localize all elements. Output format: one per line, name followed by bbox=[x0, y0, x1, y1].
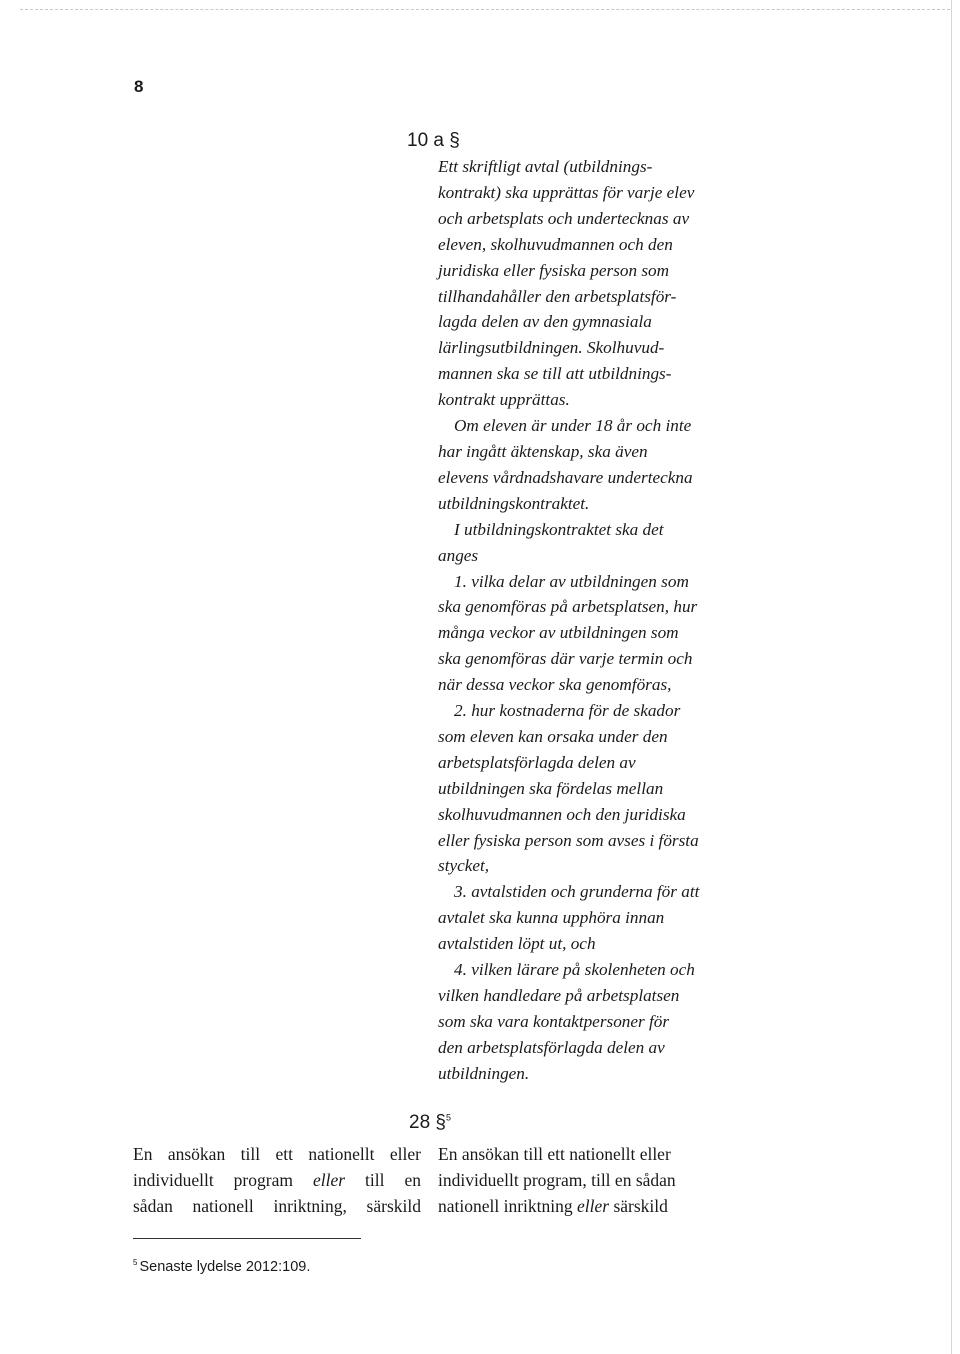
text-fragment: till en bbox=[345, 1170, 421, 1190]
section-10a-heading: 10 a § bbox=[407, 130, 460, 151]
footnote-reference: 5 bbox=[445, 1112, 451, 1123]
text-line: 2. hur kostnaderna för de skador bbox=[454, 701, 681, 721]
text-line: den arbetsplatsförlagda delen av bbox=[438, 1037, 665, 1057]
text-fragment: individuellt program bbox=[133, 1170, 313, 1190]
text-line: utbildningen ska fördelas mellan bbox=[438, 778, 664, 798]
text-line: Ett skriftligt avtal (utbildnings- bbox=[438, 157, 653, 176]
text-line: 4. vilken lärare på skolenheten och bbox=[454, 960, 695, 980]
section-10a-body bbox=[438, 154, 738, 1087]
text-line: när dessa veckor ska genomföras, bbox=[438, 675, 672, 695]
text-line: En ansökan till ett nationellt eller bbox=[133, 1144, 421, 1164]
scan-top-edge bbox=[20, 9, 950, 10]
text-line: sådan nationell inriktning, särskild bbox=[133, 1196, 421, 1216]
text-line: skolhuvudmannen och den juridiska bbox=[438, 804, 686, 824]
text-line: lagda delen av den gymnasiala bbox=[438, 312, 652, 332]
text-line: som ska vara kontaktpersoner för bbox=[438, 1011, 670, 1031]
text-line: som eleven kan orsaka under den bbox=[438, 726, 668, 746]
text-line: I utbildningskontraktet ska det bbox=[454, 519, 664, 539]
text-line: Om eleven är under 18 år och inte bbox=[454, 416, 692, 436]
text-line: ska genomföras på arbetsplatsen, hur bbox=[438, 597, 698, 617]
footnote-divider bbox=[133, 1238, 361, 1239]
text-line: många veckor av utbildningen som bbox=[438, 623, 679, 643]
current-wording-column bbox=[133, 1141, 421, 1219]
text-line: utbildningskontraktet. bbox=[438, 493, 590, 513]
scan-right-edge bbox=[951, 0, 952, 1354]
text-line: 1. vilka delar av utbildningen som bbox=[454, 571, 689, 591]
text-line: utbildningen. bbox=[438, 1063, 530, 1083]
text-line: ska genomföras där varje termin och bbox=[438, 649, 693, 669]
text-line: elevens vårdnadshavare underteckna bbox=[438, 467, 693, 487]
footnote-number: 5 bbox=[133, 1258, 138, 1267]
list-item-1 bbox=[438, 569, 738, 699]
section-10a-paragraph-3 bbox=[438, 517, 738, 569]
text-fragment: särskild bbox=[609, 1196, 668, 1216]
text-line: lärlingsutbildningen. Skolhuvud- bbox=[438, 338, 665, 358]
text-line: vilken handledare på arbetsplatsen bbox=[438, 986, 680, 1005]
text-line bbox=[133, 1167, 421, 1193]
emphasis-text: eller bbox=[577, 1196, 610, 1216]
text-line: En ansökan till ett nationellt eller bbox=[438, 1144, 671, 1164]
text-line: avtalet ska kunna upphöra innan bbox=[438, 908, 665, 928]
text-line: stycket, bbox=[438, 856, 490, 876]
text-line: kontrakt) ska upprättas för varje elev bbox=[438, 182, 695, 202]
footnote bbox=[133, 1258, 310, 1275]
text-line: och arbetsplats och undertecknas av bbox=[438, 208, 690, 228]
text-line: avtalstiden löpt ut, och bbox=[438, 934, 596, 954]
text-fragment: nationell inriktning bbox=[438, 1196, 578, 1216]
list-item-2 bbox=[438, 698, 738, 879]
section-28-heading bbox=[409, 1112, 451, 1134]
proposed-wording-column bbox=[438, 1141, 738, 1219]
text-line: arbetsplatsförlagda delen av bbox=[438, 752, 636, 772]
text-line: eller fysiska person som avses i första bbox=[438, 830, 699, 850]
page-number: 8 bbox=[134, 77, 144, 96]
list-item-4 bbox=[438, 957, 738, 1087]
section-28-label: 28 § bbox=[409, 1112, 446, 1133]
text-line: eleven, skolhuvudmannen och den bbox=[438, 234, 673, 254]
text-line: mannen ska se till att utbildnings- bbox=[438, 364, 672, 384]
text-line bbox=[438, 1193, 738, 1219]
section-10a-paragraph-1 bbox=[438, 154, 738, 413]
text-line: tillhandahåller den arbetsplatsför- bbox=[438, 286, 677, 306]
text-line: juridiska eller fysiska person som bbox=[438, 260, 670, 280]
text-line: 3. avtalstiden och grunderna för att bbox=[454, 882, 700, 902]
text-line: har ingått äktenskap, ska även bbox=[438, 441, 648, 461]
footnote-text: Senaste lydelse 2012:109. bbox=[139, 1258, 311, 1275]
text-line: anges bbox=[438, 545, 479, 565]
section-10a-paragraph-2 bbox=[438, 413, 738, 517]
list-item-3 bbox=[438, 879, 738, 957]
emphasis-text: eller bbox=[312, 1170, 346, 1190]
text-line: individuellt program, till en sådan bbox=[438, 1170, 676, 1190]
text-line: kontrakt upprättas. bbox=[438, 390, 570, 410]
